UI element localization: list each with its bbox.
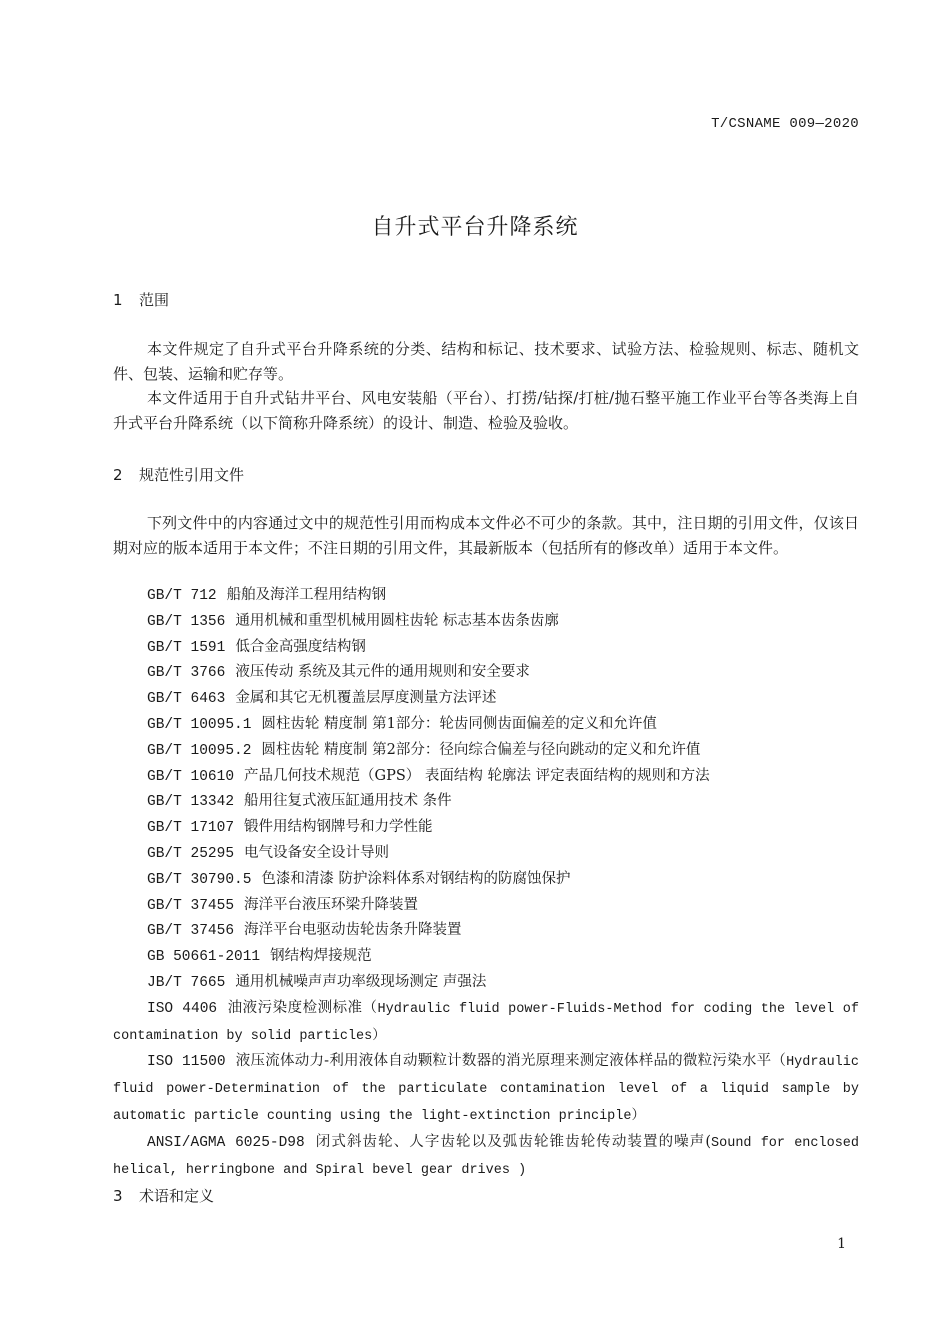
reference-item (113, 712, 859, 738)
reference-code: GB/T 13342 (147, 794, 235, 811)
reference-code: GB/T 37455 (147, 897, 235, 914)
reference-item (113, 789, 859, 815)
reference-item (113, 815, 859, 841)
reference-code: GB/T 17107 (147, 820, 235, 837)
reference-title: 船舶及海洋工程用结构钢 (226, 587, 387, 603)
reference-code: GB/T 1356 (147, 613, 226, 630)
reference-title: 通用机械噪声声功率级现场测定 声强法 (235, 973, 487, 990)
section-2-heading (113, 464, 244, 485)
reference-code: GB/T 10095.2 (147, 742, 252, 759)
reference-title: 海洋平台电驱动齿轮齿条升降装置 (244, 922, 462, 939)
normative-reference-list (113, 583, 859, 1183)
reference-item (113, 738, 859, 764)
reference-title: 产品几何技术规范（GPS） 表面结构 轮廓法 评定表面结构的规则和方法 (244, 767, 710, 784)
reference-code: GB/T 10610 (147, 768, 235, 785)
reference-item (113, 918, 859, 944)
section-1-paragraph: 本文件适用于自升式钻井平台、风电安装船（平台）、打捞/钻探/打桩/抛石整平施工作业平台等各类海上自升式平台升降系统（以下简称升降系统）的设计、制造、检验及验收。 (113, 389, 859, 432)
reference-title: 海洋平台液压环梁升降装置 (244, 896, 419, 913)
reference-title: 液压传动 系统及其元件的通用规则和安全要求 (235, 664, 530, 681)
reference-title: 液压流体动力-利用液体自动颗粒计数器的消光原理来测定液体样品的微粒污染水平（ (235, 1053, 787, 1070)
reference-title: 锻件用结构钢牌号和力学性能 (244, 819, 433, 836)
reference-code: GB/T 6463 (147, 691, 226, 708)
reference-code: GB/T 37456 (147, 923, 235, 940)
reference-item (113, 970, 859, 996)
reference-code: ANSI/AGMA 6025-D98 (147, 1134, 305, 1151)
page-number: 1 (837, 1236, 846, 1252)
reference-english-title: Hydraulic fluid power-Determination of the particulate contamination level of a liquid sample by automatic particle counting using the light-extinction principle） (113, 1055, 859, 1124)
section-number: 1 (113, 291, 123, 309)
reference-item (113, 1049, 859, 1129)
reference-title: 圆柱齿轮 精度制 第1部分：轮齿同侧齿面偏差的定义和允许值 (261, 715, 657, 732)
reference-item (113, 609, 859, 635)
reference-title: 通用机械和重型机械用圆柱齿轮 标志基本齿条齿廓 (235, 612, 559, 629)
reference-title: 钢结构焊接规范 (270, 948, 372, 965)
reference-item (113, 1130, 859, 1184)
reference-code: ISO 11500 (147, 1054, 226, 1071)
reference-code: GB/T 10095.1 (147, 716, 252, 733)
reference-code: GB/T 25295 (147, 845, 235, 862)
reference-item (113, 867, 859, 893)
reference-title: 金属和其它无机覆盖层厚度测量方法评述 (235, 690, 497, 707)
reference-title: 闭式斜齿轮、人字齿轮以及弧齿轮锥齿轮传动装置的噪声( (314, 1133, 712, 1150)
reference-title: 电气设备安全设计导则 (244, 844, 390, 861)
reference-code: GB/T 30790.5 (147, 871, 252, 888)
reference-code: JB/T 7665 (147, 974, 226, 991)
section-2-paragraph: 下列文件中的内容通过文中的规范性引用而构成本文件必不可少的条款。其中，注日期的引用文件，仅该日期对应的版本适用于本文件；不注日期的引用文件，其最新版本（包括所有的修改单）适用于本文件。 (113, 514, 859, 557)
reference-title: 色漆和清漆 防护涂料体系对钢结构的防腐蚀保护 (261, 870, 571, 887)
section-1-paragraph: 本文件规定了自升式平台升降系统的分类、结构和标记、技术要求、试验方法、检验规则、标志、随机文件、包装、运输和贮存等。 (113, 340, 859, 383)
section-3-heading (113, 1185, 214, 1206)
section-number: 3 (113, 1187, 123, 1205)
document-title: 自升式平台升降系统 (371, 215, 579, 240)
reference-code: GB/T 1591 (147, 639, 226, 656)
reference-item (113, 583, 859, 609)
reference-item (113, 635, 859, 661)
section-number: 2 (113, 466, 123, 484)
reference-english-title: Hydraulic fluid power-Fluids-Method for coding the level of contamination by solid particles） (113, 1001, 859, 1044)
reference-item (113, 686, 859, 712)
reference-code: GB 50661-2011 (147, 949, 261, 966)
reference-item (113, 841, 859, 867)
reference-title: 低合金高强度结构钢 (235, 638, 366, 655)
reference-title: 船用往复式液压缸通用技术 条件 (244, 793, 452, 810)
reference-item (113, 764, 859, 790)
reference-item (113, 660, 859, 686)
section-title: 术语和定义 (139, 1187, 215, 1205)
document-code: T/CSNAME 009—2020 (711, 116, 859, 132)
reference-item (113, 944, 859, 970)
reference-item (113, 893, 859, 919)
reference-title: 油液污染度检测标准（ (227, 999, 378, 1016)
reference-code: ISO 4406 (147, 1000, 218, 1017)
section-title: 范围 (139, 291, 170, 309)
reference-item (113, 996, 859, 1050)
reference-title: 圆柱齿轮 精度制 第2部分：径向综合偏差与径向跳动的定义和允许值 (261, 741, 701, 758)
reference-code: GB/T 3766 (147, 665, 226, 682)
reference-english-title: Sound for enclosed helical, herringbone and Spiral bevel gear drives ) (113, 1135, 860, 1178)
section-1-heading (113, 289, 169, 310)
section-title: 规范性引用文件 (139, 466, 245, 484)
reference-code: GB/T 712 (147, 588, 217, 604)
